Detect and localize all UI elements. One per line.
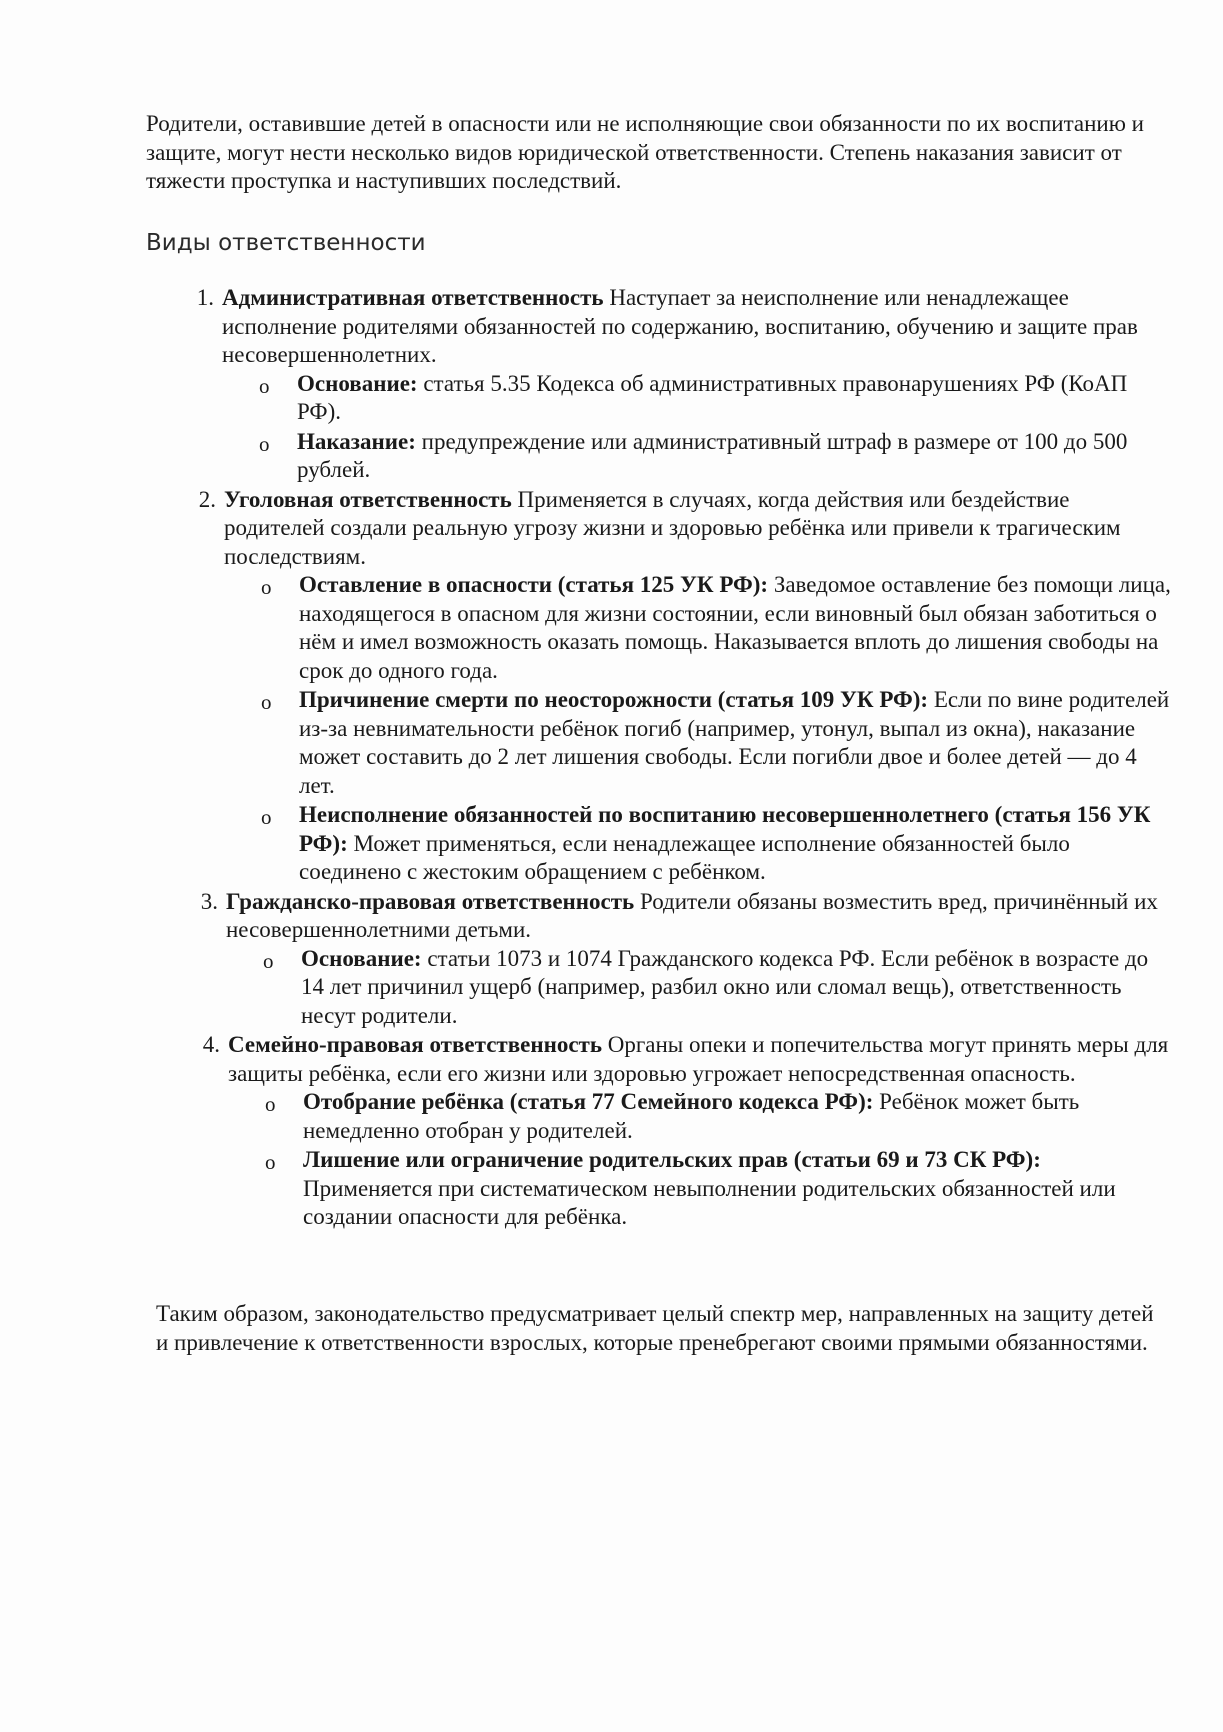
sub-item-title: Оставление в опасности (статья 125 УК РФ): bbox=[299, 572, 769, 597]
sub-item-text: статья 5.35 Кодекса об административных правонарушениях РФ (КоАП РФ). bbox=[297, 370, 1128, 424]
sub-item bbox=[263, 945, 1172, 1031]
list-item-3 bbox=[200, 888, 1172, 1031]
bullet-icon: o bbox=[261, 805, 272, 829]
sub-item bbox=[265, 1146, 1172, 1232]
bullet-icon: o bbox=[265, 1092, 276, 1116]
sub-list bbox=[228, 1088, 1172, 1232]
item-number: 4. bbox=[202, 1032, 220, 1057]
sub-item-text: Может применяться, если ненадлежащее исполнение обязанностей было соединено с жестоким обращением с ребёнком. bbox=[299, 830, 1070, 884]
item-number: 3. bbox=[200, 888, 218, 914]
sub-item-title: Основание: bbox=[301, 945, 422, 971]
sub-list bbox=[224, 571, 1172, 887]
conclusion-paragraph: Таким образом, законодательство предусматривает целый спектр мер, направленных на защиту детей и привлечение к ответственности взрослых, которые пренебрегают своими прямыми обязанностями. bbox=[156, 1301, 1154, 1355]
bullet-icon: o bbox=[263, 948, 274, 973]
responsibility-list bbox=[196, 284, 1172, 1233]
list-item-1 bbox=[196, 284, 1172, 485]
sub-item-title: Неисполнение обязанностей по воспитанию несовершеннолетнего (статья 156 УК РФ): bbox=[299, 802, 1151, 856]
sub-item-title: Наказание: bbox=[297, 428, 416, 454]
item-text: Родители обязаны возместить вред, причинённый их несовершеннолетними детьми. bbox=[226, 888, 1158, 942]
item-title: Уголовная ответственность bbox=[224, 486, 512, 512]
sub-list bbox=[226, 945, 1172, 1031]
item-title: Семейно-правовая ответственность bbox=[228, 1032, 602, 1057]
sub-item-text: статьи 1073 и 1074 Гражданского кодекса РФ. Если ребёнок в возрасте до 14 лет причинил ущерб (например, разбил окно или сломал вещь), ответственность несут родители. bbox=[301, 945, 1149, 1028]
bullet-icon: o bbox=[265, 1150, 276, 1174]
sub-item bbox=[261, 686, 1172, 800]
sub-item-text: Заведомое оставление без помощи лица, находящегося в опасном для жизни состоянии, если виновный был обязан заботиться о нём и имел возможность оказать помощь. Наказывается вплоть до лишения свободы на срок до одного года. bbox=[299, 572, 1171, 683]
item-text: Органы опеки и попечительства могут принять меры для защиты ребёнка, если его жизни или здоровью угрожает непосредственная опасность. bbox=[228, 1032, 1169, 1086]
sub-item bbox=[265, 1088, 1172, 1145]
bullet-icon: o bbox=[261, 690, 272, 714]
item-number: 2. bbox=[198, 486, 216, 512]
sub-item bbox=[259, 428, 1172, 485]
sub-item bbox=[261, 571, 1172, 685]
sub-item-text: Применяется при систематическом невыполнении родительских обязанностей или создании опасности для ребёнка. bbox=[303, 1175, 1116, 1229]
section-heading: Виды ответственности bbox=[146, 230, 426, 256]
list-item-4 bbox=[202, 1031, 1172, 1232]
sub-item-text: предупреждение или административный штраф в размере от 100 до 500 рублей. bbox=[297, 428, 1128, 482]
sub-item-text: Ребёнок может быть немедленно отобран у родителей. bbox=[303, 1089, 1080, 1143]
bullet-icon: o bbox=[261, 575, 272, 599]
item-title: Гражданско-правовая ответственность bbox=[226, 888, 635, 914]
item-text: Применяется в случаях, когда действия или бездействие родителей создали реальную угрозу жизни и здоровью ребёнка или привели к трагическим последствиям. bbox=[224, 486, 1121, 569]
sub-item-text: Если по вине родителей из-за невнимательности ребёнок погиб (например, утонул, выпал из окна), наказание может составить до 2 лет лишения свободы. Если погибли двое и более детей — до 4 лет. bbox=[299, 687, 1170, 798]
item-number: 1. bbox=[196, 285, 214, 310]
bullet-icon: o bbox=[259, 373, 270, 398]
sub-item-title: Основание: bbox=[297, 370, 418, 396]
list-item-2 bbox=[198, 486, 1172, 887]
sub-item-title: Лишение или ограничение родительских прав (статьи 69 и 73 СК РФ): bbox=[303, 1147, 1041, 1172]
sub-item bbox=[261, 801, 1172, 887]
bullet-icon: o bbox=[259, 431, 270, 456]
sub-item-title: Отобрание ребёнка (статья 77 Семейного кодекса РФ): bbox=[303, 1089, 874, 1114]
sub-list bbox=[222, 370, 1172, 485]
item-title: Административная ответственность bbox=[222, 285, 604, 310]
sub-item bbox=[259, 370, 1172, 427]
sub-item-title: Причинение смерти по неосторожности (статья 109 УК РФ): bbox=[299, 687, 929, 712]
intro-paragraph: Родители, оставившие детей в опасности или не исполняющие свои обязанности по их воспитанию и защите, могут нести несколько видов юридической ответственности. Степень наказания зависит от тяжести проступка и наступивших последствий. bbox=[146, 111, 1144, 193]
item-text: Наступает за неисполнение или ненадлежащее исполнение родителями обязанностей по содержанию, воспитанию, обучению и защите прав несовершеннолетних. bbox=[222, 285, 1138, 367]
